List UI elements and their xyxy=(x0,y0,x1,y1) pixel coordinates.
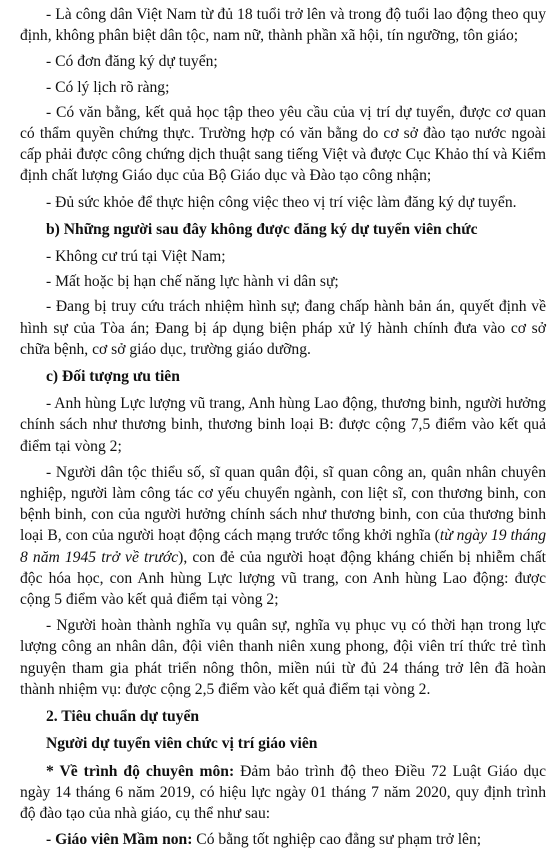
paragraph-priority-service: - Người hoàn thành nghĩa vụ quân sự, nghĩa vụ phục vụ có thời hạn trong lực lượng công an nhân dân, đội viên thanh niên xung phong, đội viên trí thức trẻ tình nguyện tham gia phát triển nông thôn, miền núi từ đủ 24 tháng trở lên đã hoàn thành nhiệm vụ: được cộng 2,5 điểm vào kết quả điểm tại vòng 2. xyxy=(20,617,546,698)
priority-ethnic-text-a: - Người dân tộc thiểu số, sĩ quan quân đội, sĩ quan công an, quân nhân chuyên nghiệp, người làm công tác cơ yếu chuyển ngành, con liệt sĩ, con thương binh, con bệnh binh, con của người hưởng chính sách như thương binh, con của thương binh loại B, con của người hoạt động cách mạng trước tổng khởi nghĩa ( xyxy=(20,463,546,545)
qualification-text: Đảm bảo trình độ theo Điều 72 Luật Giáo dục ngày 14 tháng 6 năm 2019, có hiệu lực ngày 01 tháng 7 năm 2020, quy định trình độ đào tạo của nhà giáo, cụ thể như sau: xyxy=(20,762,546,822)
paragraph-capacity: - Mất hoặc bị hạn chế năng lực hành vi dân sự; xyxy=(46,273,339,291)
paragraph-diploma: - Có văn bằng, kết quả học tập theo yêu cầu của vị trí dự tuyển, được cơ quan có thẩm quyền chứng thực. Trường hợp có văn bằng do cơ sở đào tạo nước ngoài cấp phải được công chứng dịch thuật sang tiếng Việt và được Cục Khảo thí và Kiểm định chất lượng Giáo dục của Bộ Giáo dục và Đào tạo công nhận; xyxy=(20,103,546,185)
preschool-label: - Giáo viên Mầm non: xyxy=(46,831,193,849)
priority-ethnic-date-italic: từ ngày 19 tháng 8 năm 1945 trở về trước xyxy=(20,527,546,566)
paragraph-residence: - Không cư trú tại Việt Nam; xyxy=(46,248,226,266)
paragraph-priority-heroes: - Anh hùng Lực lượng vũ trang, Anh hùng Lao động, thương binh, người hưởng chính sách như thương binh, thương binh loại B: được cộng 7,5 điểm vào kết quả điểm tại vòng 2; xyxy=(20,395,546,455)
paragraph-citizenship: - Là công dân Việt Nam từ đủ 18 tuổi trở lên và trong độ tuổi lao động theo quy định, không phân biệt dân tộc, nam nữ, thành phần xã hội, tín ngưỡng, tôn giáo; xyxy=(20,6,546,45)
heading-priority: c) Đối tượng ưu tiên xyxy=(46,368,180,386)
qualification-label: * Về trình độ chuyên môn: xyxy=(46,762,235,780)
priority-ethnic-text-b: ), con đẻ của người hoạt động kháng chiến bị nhiễm chất độc hóa học, con Anh hùng Lực lượng vũ trang, con Anh hùng Lao động: được cộng 5 điểm vào kết quả điểm tại vòng 2; xyxy=(20,548,546,609)
paragraph-health: - Đủ sức khỏe để thực hiện công việc theo vị trí việc làm đăng ký dự tuyển. xyxy=(46,193,517,211)
paragraph-application: - Có đơn đăng ký dự tuyển; xyxy=(46,53,218,71)
preschool-text: Có bằng tốt nghiệp cao đẳng sư phạm trở lên; xyxy=(192,831,482,849)
paragraph-priority-ethnic xyxy=(20,462,546,610)
heading-ineligible: b) Những người sau đây không được đăng ký dự tuyển viên chức xyxy=(46,220,478,238)
paragraph-background: - Có lý lịch rõ ràng; xyxy=(46,78,170,96)
paragraph-qualification xyxy=(20,761,546,825)
heading-teacher-candidates: Người dự tuyển viên chức vị trí giáo viên xyxy=(46,735,318,753)
paragraph-criminal: - Đang bị truy cứu trách nhiệm hình sự; đang chấp hành bản án, quyết định về hình sự của Tòa án; Đang bị áp dụng biện pháp xử lý hành chính đưa vào cơ sở chữa bệnh, cơ sở giáo dục, trường giáo dưỡng. xyxy=(20,298,546,358)
heading-standards: 2. Tiêu chuẩn dự tuyển xyxy=(46,708,200,726)
paragraph-preschool xyxy=(20,829,546,850)
